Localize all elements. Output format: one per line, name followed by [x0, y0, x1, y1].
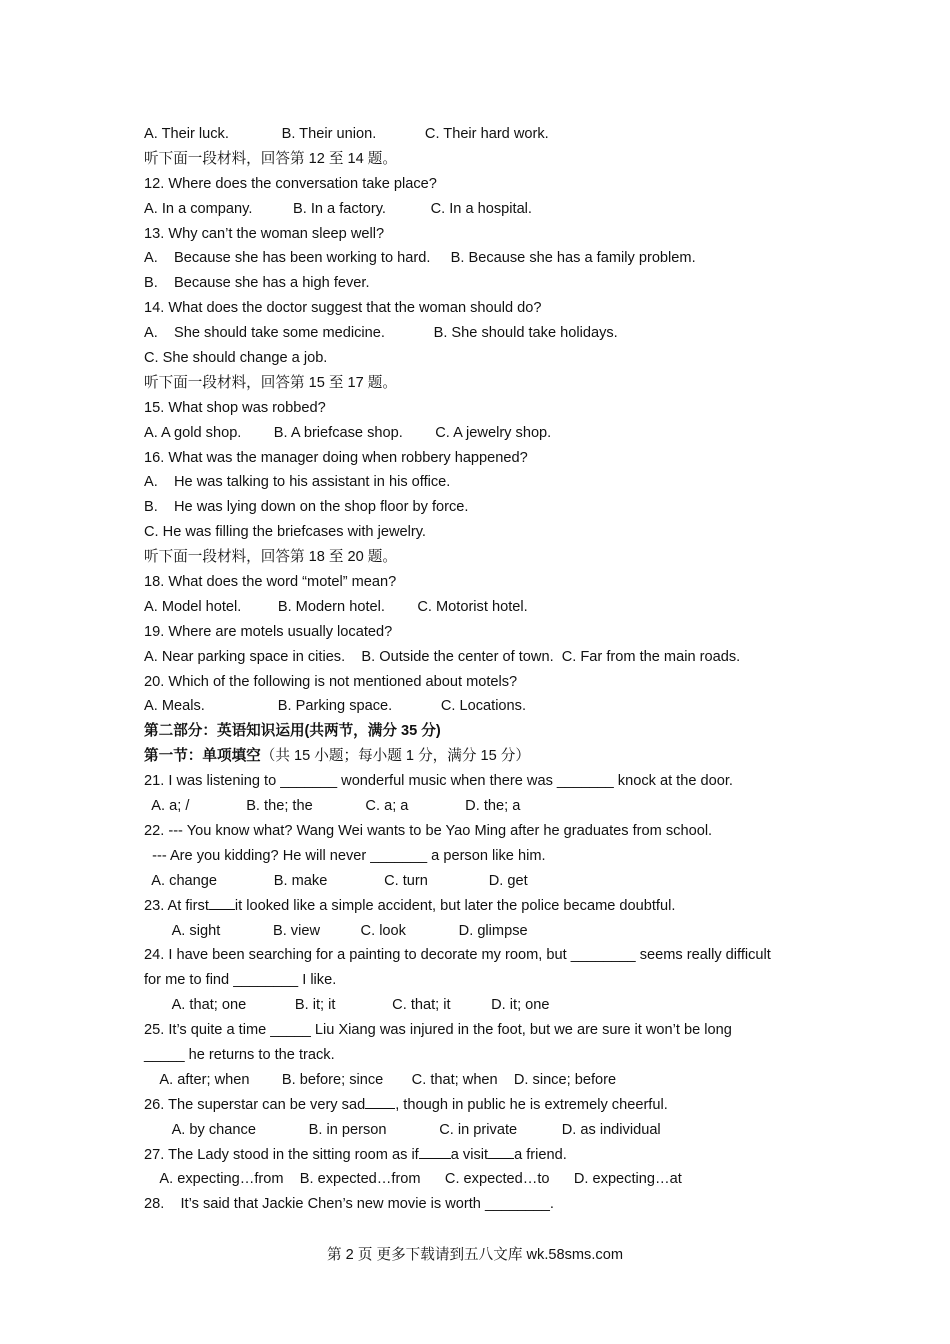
text-line: A. by chance B. in person C. in private D. as individual	[144, 1121, 661, 1138]
text-line: B. He was lying down on the shop floor by force.	[144, 499, 469, 516]
subsection-title: 第一节：单项填空	[144, 748, 261, 765]
question-27-mid: a visit	[450, 1146, 489, 1163]
text-line: 听下面一段材料，回答第 15 至 17 题。	[144, 374, 397, 391]
subsection-note: （共 15 小题；每小题 1 分，满分 15 分）	[260, 748, 530, 765]
text-line: C. She should change a job.	[144, 350, 328, 367]
text-line: 18. What does the word “motel” mean?	[144, 574, 397, 591]
text-line: A. Their luck. B. Their union. C. Their hard work.	[144, 126, 549, 142]
text-line: A. after; when B. before; since C. that; when D. since; before	[144, 1071, 617, 1088]
question-26-rest: , though in public he is extremely cheerful.	[395, 1096, 668, 1113]
answer-blank	[488, 1144, 514, 1159]
text-line: --- Are you kidding? He will never _______ a person like him.	[144, 847, 546, 864]
text-line: A. a; / B. the; the C. a; a D. the; a	[144, 798, 521, 815]
text-line: B. Because she has a high fever.	[144, 275, 370, 292]
text-line: 16. What was the manager doing when robbery happened?	[144, 449, 528, 466]
text-line: 15. What shop was robbed?	[144, 399, 326, 416]
text-line: A. expecting…from B. expected…from C. expected…to D. expecting…at	[144, 1171, 682, 1188]
text-line: 12. Where does the conversation take place?	[144, 175, 437, 192]
text-line: A. Because she has been working to hard. B. Because she has a family problem.	[144, 250, 696, 267]
question-26-stem: 26. The superstar can be very sad	[144, 1096, 366, 1113]
page-content	[144, 122, 806, 1217]
text-line: A. sight B. view C. look D. glimpse	[144, 922, 528, 939]
text-line: A. change B. make C. turn D. get	[144, 872, 528, 889]
answer-blank	[419, 1144, 451, 1159]
text-line: 28. It’s said that Jackie Chen’s new movie is worth ________.	[144, 1196, 554, 1213]
text-line: A. that; one B. it; it C. that; it D. it; one	[144, 997, 550, 1014]
text-line: 22. --- You know what? Wang Wei wants to be Yao Ming after he graduates from school.	[144, 822, 713, 839]
text-line: A. Meals. B. Parking space. C. Locations.	[144, 698, 527, 715]
text-line: 14. What does the doctor suggest that the woman should do?	[144, 300, 542, 317]
text-line: A. In a company. B. In a factory. C. In a hospital.	[144, 200, 532, 217]
text-line: 听下面一段材料，回答第 12 至 14 题。	[144, 150, 397, 167]
question-27-rest: a friend.	[514, 1146, 567, 1163]
text-line: 19. Where are motels usually located?	[144, 623, 393, 640]
subsection-heading	[144, 744, 806, 769]
answer-blank	[209, 895, 235, 910]
text-line: A. Near parking space in cities. B. Outside the center of town. C. Far from the main roads.	[144, 648, 741, 665]
text-line: 21. I was listening to _______ wonderful music when there was _______ knock at the door.	[144, 773, 733, 790]
question-23	[144, 894, 806, 919]
text-line: 25. It’s quite a time _____ Liu Xiang was injured in the foot, but we are sure it won’t be long	[144, 1022, 732, 1039]
answer-blank	[365, 1094, 395, 1109]
text-line: A. Model hotel. B. Modern hotel. C. Motorist hotel.	[144, 598, 528, 615]
text-line: 24. I have been searching for a painting to decorate my room, but ________ seems really difficult	[144, 947, 771, 964]
text-line: A. She should take some medicine. B. She should take holidays.	[144, 325, 618, 342]
text-line: 13. Why can’t the woman sleep well?	[144, 225, 385, 242]
text-line: 20. Which of the following is not mentioned about motels?	[144, 673, 518, 690]
section-heading: 第二部分：英语知识运用(共两节，满分 35 分)	[144, 723, 441, 740]
text-line: _____ he returns to the track.	[144, 1046, 335, 1063]
page-footer: 第 2 页 更多下载请到五八文库 wk.58sms.com	[327, 1247, 623, 1263]
text-line: 听下面一段材料，回答第 18 至 20 题。	[144, 549, 397, 566]
question-27	[144, 1143, 806, 1168]
text-line: for me to find ________ I like.	[144, 972, 337, 989]
text-line: C. He was filling the briefcases with jewelry.	[144, 524, 426, 541]
text-line: A. A gold shop. B. A briefcase shop. C. A jewelry shop.	[144, 424, 552, 441]
text-line: A. He was talking to his assistant in his office.	[144, 474, 451, 491]
question-23-stem: 23. At first	[144, 897, 209, 914]
question-23-rest: it looked like a simple accident, but later the police became doubtful.	[234, 897, 676, 914]
question-27-stem: 27. The Lady stood in the sitting room as if	[144, 1146, 419, 1163]
question-26	[144, 1093, 806, 1118]
